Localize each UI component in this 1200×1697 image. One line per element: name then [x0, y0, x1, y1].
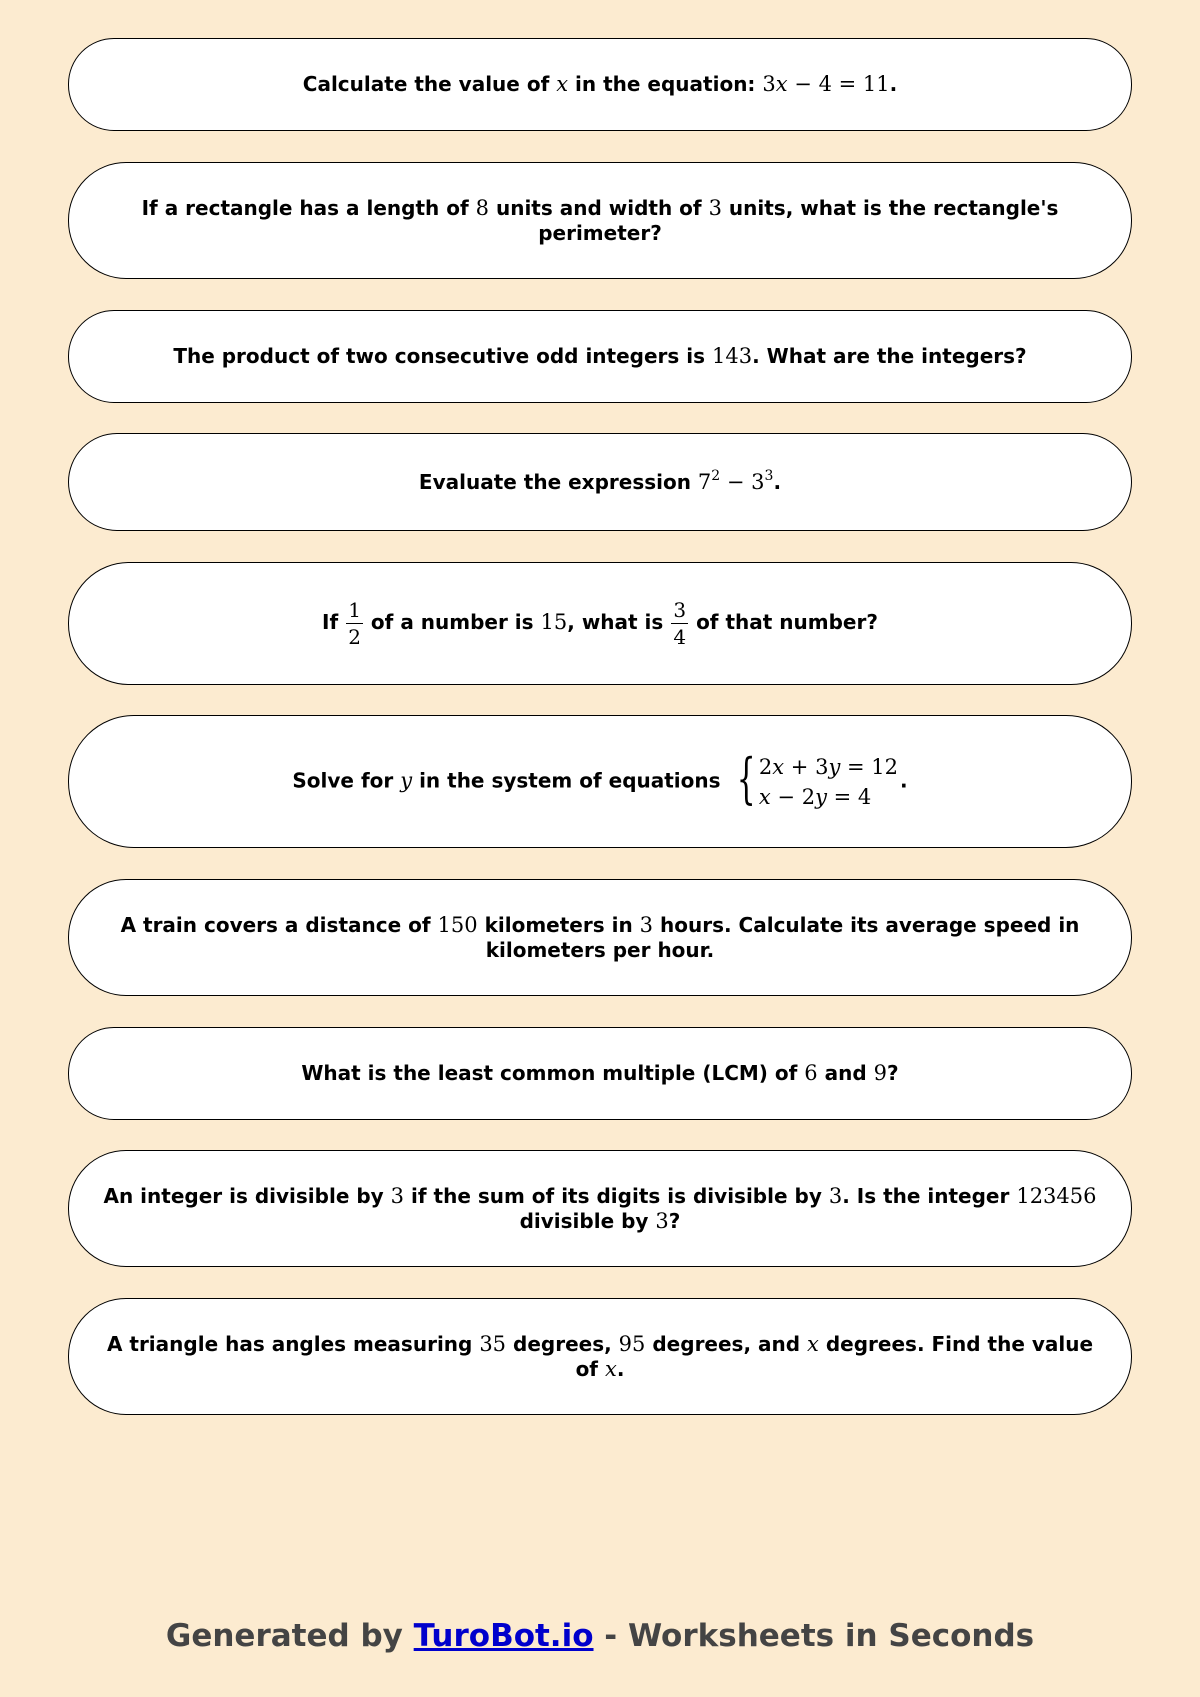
question-card-5 — [68, 562, 1132, 685]
question-card-7 — [68, 879, 1132, 996]
question-card-2 — [68, 162, 1132, 279]
question-card-9 — [68, 1150, 1132, 1267]
footer-prefix: Generated by — [165, 1618, 414, 1654]
fraction-one-half: $\frac{1}{2}$ — [348, 598, 361, 649]
left-brace: { — [736, 746, 756, 810]
question-card-10 — [68, 1298, 1132, 1415]
footer-suffix: - Worksheets in Seconds — [593, 1618, 1035, 1654]
question-card-3 — [68, 310, 1132, 403]
question-text-8: What is the least common multiple (LCM) of 6 and 9? — [301, 1061, 899, 1085]
question-text-1: Calculate the value of x in the equation: 3x − 4 = 11. — [302, 72, 898, 96]
question-text-2: If a rectangle has a length of 8 units and width of 3 units, what is the rectangle's perimeter? — [141, 195, 1059, 245]
equation-system: { 2x + 3y = 12 x − 2y = 4 — [736, 746, 898, 810]
question-text-5: If $\frac{1}{2}$ of a number is 15, what is $\frac{3}{4}$ of that number? — [322, 598, 878, 649]
question-text-10: A triangle has angles measuring 35 degrees, 95 degrees, and x degrees. Find the value of x. — [106, 1331, 1094, 1381]
question-text-4: Evaluate the expression $7^2 - 3^3$. — [418, 467, 782, 494]
question-card-6 — [68, 715, 1132, 848]
question-card-4 — [68, 433, 1132, 531]
question-card-1 — [68, 38, 1132, 131]
question-card-8 — [68, 1027, 1132, 1120]
question-text-6: Solve for y in the system of equations { 2x + 3y = 12 x − 2y = 4 . — [292, 746, 908, 810]
question-text-3: The product of two consecutive odd integers is 143. What are the integers? — [173, 344, 1027, 368]
turobot-link[interactable]: TuroBot.io — [413, 1618, 594, 1654]
fraction-three-quarters: $\frac{3}{4}$ — [673, 598, 687, 649]
footer — [0, 1618, 1200, 1654]
question-text-7: A train covers a distance of 150 kilometers in 3 hours. Calculate its average speed in kilometers per hour. — [120, 912, 1080, 962]
question-text-9: An integer is divisible by 3 if the sum of its digits is divisible by 3. Is the integer 123456 divisible by 3? — [103, 1183, 1097, 1233]
